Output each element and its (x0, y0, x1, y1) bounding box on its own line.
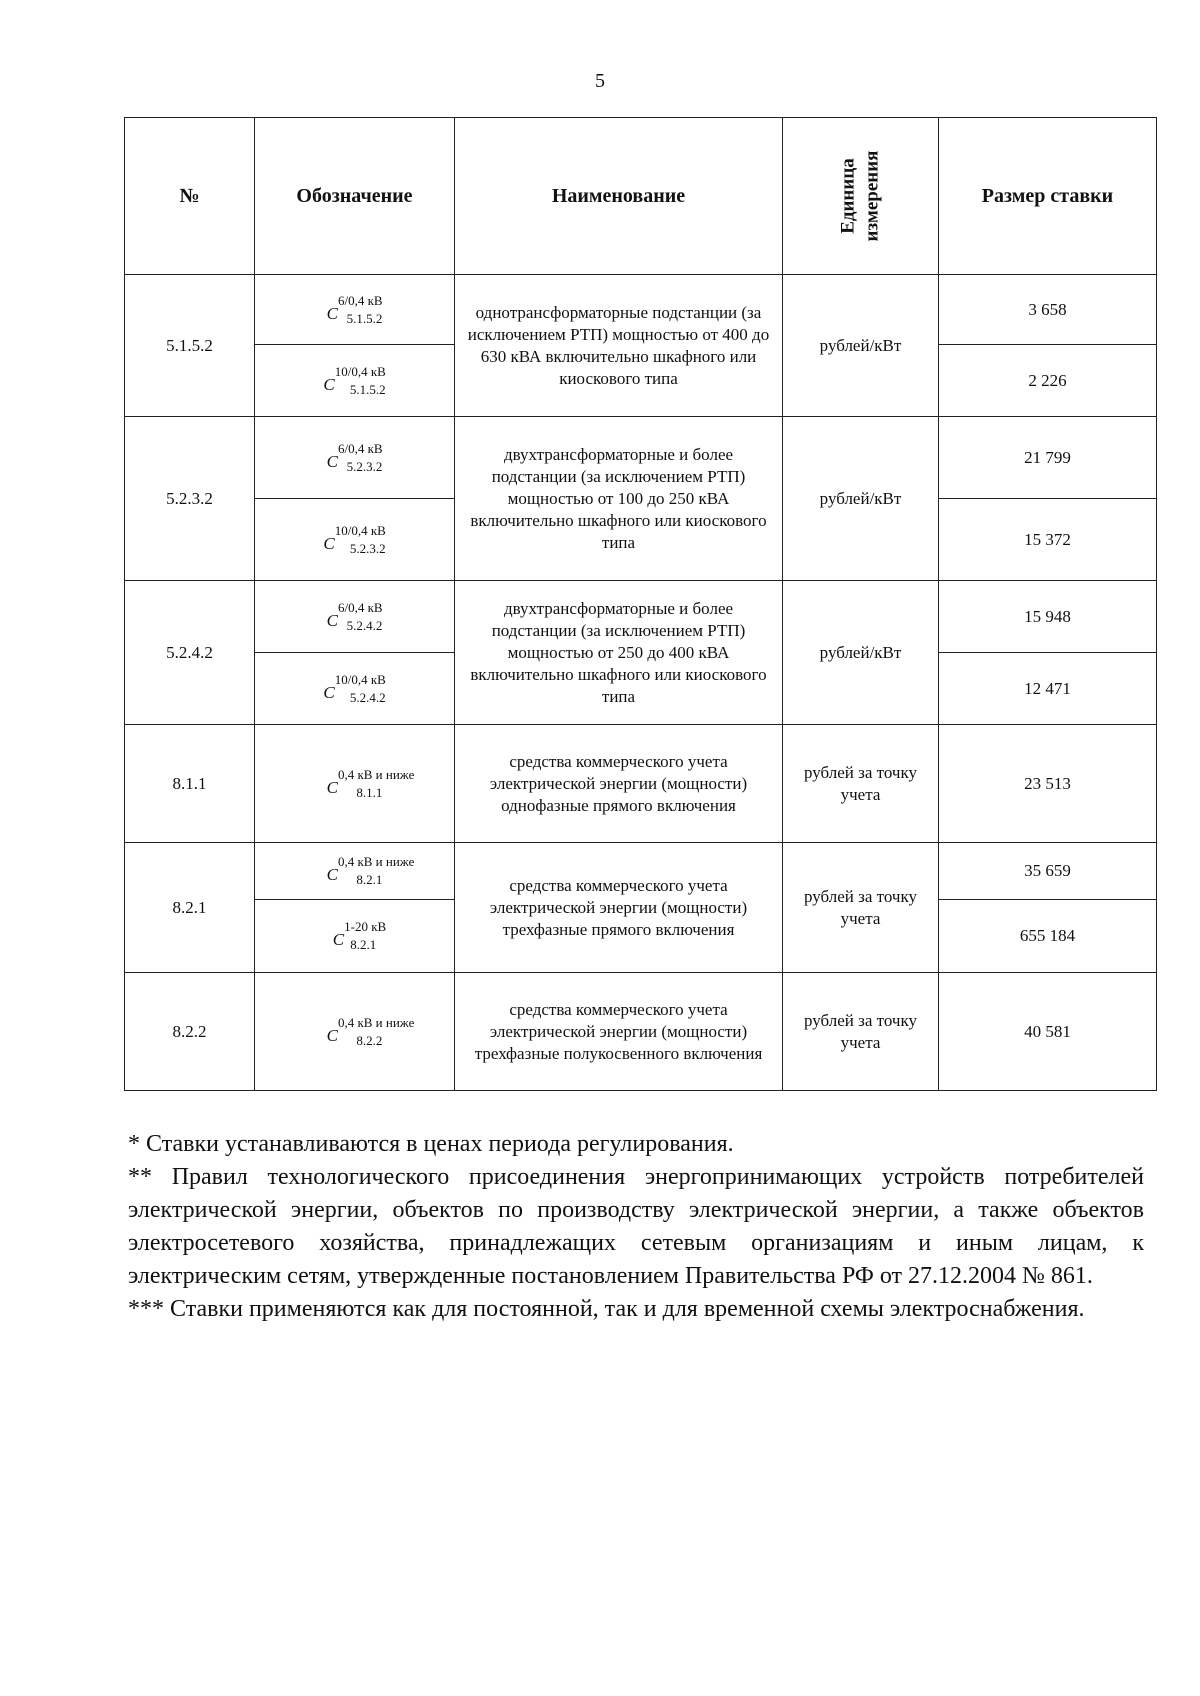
footnote-2: ** Правил технологического присоединения энергопринимающих устройств потребителей электрической энергии, объектов по производству электрической энергии, а также объектов электросетевого хозяйства, принадлежащих сетевым организациям и иным лицам, к электрическим сетям, утвержденные постановлением Правительства РФ от 27.12.2004 № 861. (128, 1164, 1144, 1289)
item-name: средства коммерческого учета электрической энергии (мощности) трехфазные полукосвенного включения (455, 973, 783, 1091)
designation-formula: $C^{6/0,4 кВ}_{5.1.5.2}$ (255, 275, 455, 345)
unit-cell: рублей/кВт (783, 417, 939, 581)
table-header-row (125, 118, 1157, 275)
rate-value: 35 659 (939, 843, 1157, 900)
rate-value: 12 471 (939, 653, 1157, 725)
table-row (125, 417, 1157, 499)
unit-cell: рублей/кВт (783, 581, 939, 725)
footnote-1: * Ставки устанавливаются в ценах периода регулирования. (128, 1131, 734, 1157)
row-number: 5.2.3.2 (125, 417, 255, 581)
header-designation: Обозначение (255, 118, 455, 275)
header-unit: Единица измерения (783, 118, 939, 275)
rates-table (124, 117, 1157, 1091)
rate-value: 23 513 (939, 725, 1157, 843)
table-row (125, 581, 1157, 653)
item-name: двухтрансформаторные и более подстанции (за исключением РТП) мощностью от 100 до 250 кВА включительно шкафного или киоскового типа (455, 417, 783, 581)
designation-formula: $C^{0,4 кВ и ниже}_{8.2.2}$ (255, 973, 455, 1091)
item-name: средства коммерческого учета электрической энергии (мощности) трехфазные прямого включения (455, 843, 783, 973)
row-number: 8.1.1 (125, 725, 255, 843)
row-number: 5.2.4.2 (125, 581, 255, 725)
designation-formula: $C^{6/0,4 кВ}_{5.2.3.2}$ (255, 417, 455, 499)
table-row (125, 843, 1157, 900)
item-name: однотрансформаторные подстанции (за исключением РТП) мощностью от 400 до 630 кВА включительно шкафного или киоскового типа (455, 275, 783, 417)
table-row (125, 275, 1157, 345)
row-number: 5.1.5.2 (125, 275, 255, 417)
rate-value: 655 184 (939, 900, 1157, 973)
designation-formula: $C^{0,4 кВ и ниже}_{8.2.1}$ (255, 843, 455, 900)
footnotes (128, 1128, 1144, 1326)
designation-formula: $C^{10/0,4 кВ}_{5.2.4.2}$ (255, 653, 455, 725)
rate-value: 21 799 (939, 417, 1157, 499)
rate-value: 3 658 (939, 275, 1157, 345)
row-number: 8.2.2 (125, 973, 255, 1091)
designation-formula: $C^{6/0,4 кВ}_{5.2.4.2}$ (255, 581, 455, 653)
designation-formula: $C^{10/0,4 кВ}_{5.1.5.2}$ (255, 345, 455, 417)
rate-value: 15 372 (939, 499, 1157, 581)
table-row (125, 725, 1157, 843)
table-row (125, 973, 1157, 1091)
rate-value: 15 948 (939, 581, 1157, 653)
rate-value: 40 581 (939, 973, 1157, 1091)
designation-formula: $C^{0,4 кВ и ниже}_{8.1.1}$ (255, 725, 455, 843)
footnote-3: *** Ставки применяются как для постоянной, так и для временной схемы электроснабжения. (128, 1296, 1085, 1322)
header-num: № (125, 118, 255, 275)
page-number: 5 (595, 70, 605, 92)
designation-formula: $C^{1-20 кВ}_{8.2.1}$ (255, 900, 455, 973)
item-name: средства коммерческого учета электрической энергии (мощности) однофазные прямого включения (455, 725, 783, 843)
row-number: 8.2.1 (125, 843, 255, 973)
item-name: двухтрансформаторные и более подстанции (за исключением РТП) мощностью от 250 до 400 кВА включительно шкафного или киоскового типа (455, 581, 783, 725)
unit-cell: рублей/кВт (783, 275, 939, 417)
header-rate: Размер ставки (939, 118, 1157, 275)
unit-cell: рублей за точку учета (783, 725, 939, 843)
rate-value: 2 226 (939, 345, 1157, 417)
designation-formula: $C^{10/0,4 кВ}_{5.2.3.2}$ (255, 499, 455, 581)
unit-cell: рублей за точку учета (783, 973, 939, 1091)
unit-cell: рублей за точку учета (783, 843, 939, 973)
header-name: Наименование (455, 118, 783, 275)
